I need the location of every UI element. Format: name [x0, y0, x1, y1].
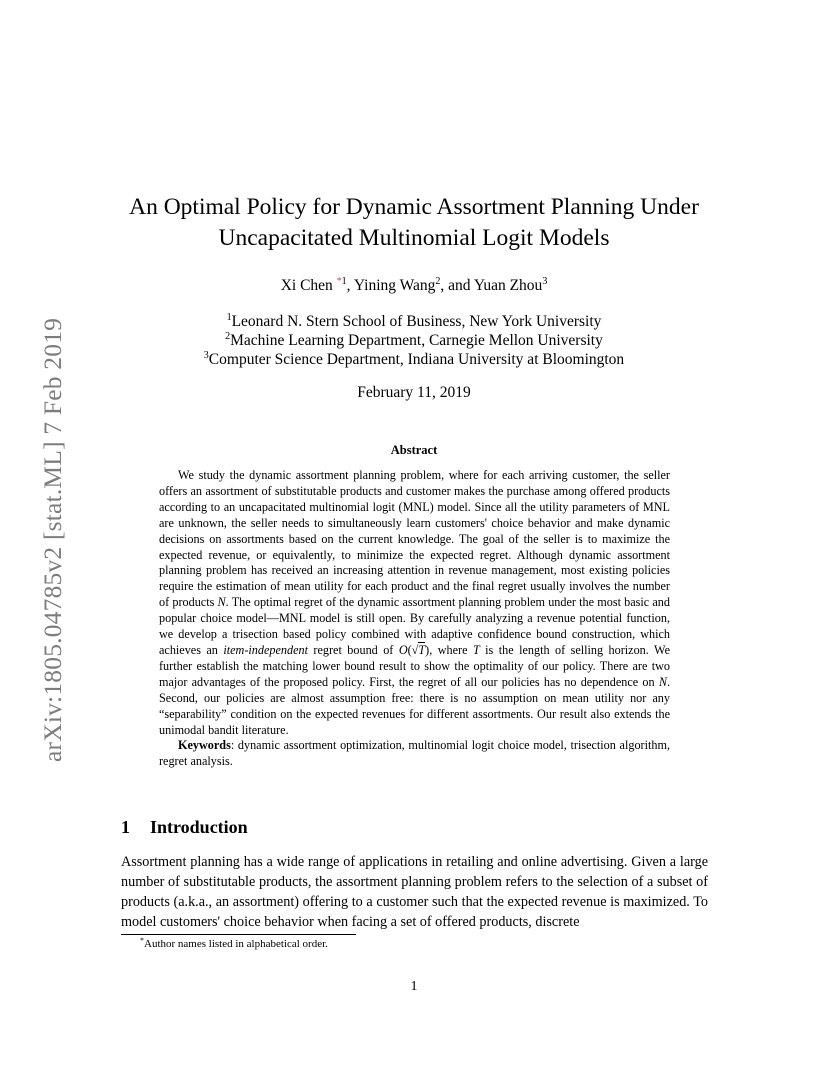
- title-line-1: An Optimal Policy for Dynamic Assortment Planning Under: [129, 194, 699, 220]
- author-name: Yining Wang: [353, 277, 436, 294]
- section-heading: [121, 817, 248, 838]
- keywords-label: Keywords: [178, 738, 231, 753]
- abstract-text: We study the dynamic assortment planning problem, where for each arriving customer, the seller offers an assortment of substitutable products and customer makes the purchase among offered products according to an uncapacitated multinomial logit (MNL) model. Since all the utility parameters of MNL are unknown, the seller needs to simultaneously learn customers' choice behavior and make dynamic decisions on assortments based on the current knowledge. The goal of the seller is to maximize the expected revenue, or equivalently, to minimize the expected regret. Although dynamic assortment planning problem has received an increasing attention in revenue management, most existing policies require the estimation of mean utility for each product and the final regret usually involves the number of products: [159, 468, 670, 610]
- affiliation-line: [100, 312, 728, 331]
- abstract-paragraph: [159, 468, 670, 738]
- author-star-mark: *: [336, 276, 342, 287]
- affiliation-text: Machine Learning Department, Carnegie Mellon University: [230, 332, 603, 349]
- math-variable: T: [418, 642, 426, 657]
- abstract-text: regret bound of: [307, 642, 399, 657]
- math-variable: T: [472, 642, 480, 657]
- abstract-text: , where: [429, 642, 473, 657]
- regret-bound-formula: O(√T): [398, 642, 430, 657]
- footnote-mark: *: [140, 936, 144, 945]
- footnote: [140, 938, 328, 950]
- footnote-text: Author names listed in alphabetical order.: [144, 938, 328, 950]
- author-name: Yuan Zhou: [473, 277, 543, 294]
- affiliation-line: [100, 331, 728, 350]
- abstract-text: . Second, our policies are almost assumption free: there is no assumption on mean utility nor any “separability” condition on the expected revenues for different assortments. Our result also extends the unimodal bandit literature.: [159, 674, 670, 737]
- author-list: [100, 277, 728, 295]
- author-affil-mark: 1: [341, 276, 347, 287]
- author-separator: , and: [440, 277, 474, 294]
- section-number: 1: [121, 817, 130, 837]
- abstract-text: is the length of selling horizon. We further establish the matching lower bound result to show the optimality of our policy. There are two major advantages of the proposed policy. First, the regret of all our policies has no dependence on: [159, 642, 670, 689]
- emphasis-text: item-independent: [223, 642, 308, 657]
- abstract-body: [159, 468, 670, 770]
- affiliation-number: 1: [226, 312, 232, 323]
- author-name: Xi Chen: [280, 277, 333, 294]
- section-body: [121, 852, 708, 932]
- math-variable: O: [398, 642, 408, 657]
- affiliation-list: [100, 312, 728, 369]
- affiliation-text: Leonard N. Stern School of Business, New York University: [231, 313, 602, 330]
- abstract-text: . The optimal regret of the dynamic assortment planning problem under the most basic and popular choice model—MNL model is still open. By carefully analyzing a revenue potential function, we develop a trisection based policy combined with adaptive confidence bound construction, which achieves an: [159, 595, 670, 657]
- paper-title: [100, 192, 728, 254]
- author-separator: ,: [346, 277, 354, 294]
- arxiv-identifier-stamp: arXiv:1805.04785v2 [stat.ML] 7 Feb 2019: [38, 317, 67, 762]
- affiliation-number: 2: [225, 331, 231, 342]
- affiliation-line: [100, 350, 728, 369]
- affiliation-number: 3: [203, 350, 209, 361]
- body-paragraph: Assortment planning has a wide range of applications in retailing and online advertising. Given a large number of substitutable products, the assortment planning problem refers to the selection of a subset of products (a.k.a., an assortment) offering to a customer such that the expected revenue is maximized. To model customers' choice behavior when facing a set of offered products, discrete: [121, 854, 708, 930]
- math-variable: N: [217, 595, 226, 610]
- title-line-2: Uncapacitated Multinomial Logit Models: [218, 225, 610, 251]
- author-affil-mark: 2: [435, 276, 441, 287]
- page-number: 1: [410, 979, 418, 994]
- keywords-text: : dynamic assortment optimization, multinomial logit choice model, trisection algorithm, regret analysis.: [159, 738, 670, 769]
- keywords-paragraph: [159, 738, 670, 770]
- math-variable: N: [658, 674, 667, 689]
- author-affil-mark: 3: [542, 276, 548, 287]
- affiliation-text: Computer Science Department, Indiana University at Bloomington: [208, 351, 625, 368]
- publication-date: February 11, 2019: [357, 384, 471, 401]
- section-title: Introduction: [150, 817, 248, 837]
- abstract-heading: Abstract: [390, 443, 438, 457]
- footnote-divider: [121, 934, 356, 935]
